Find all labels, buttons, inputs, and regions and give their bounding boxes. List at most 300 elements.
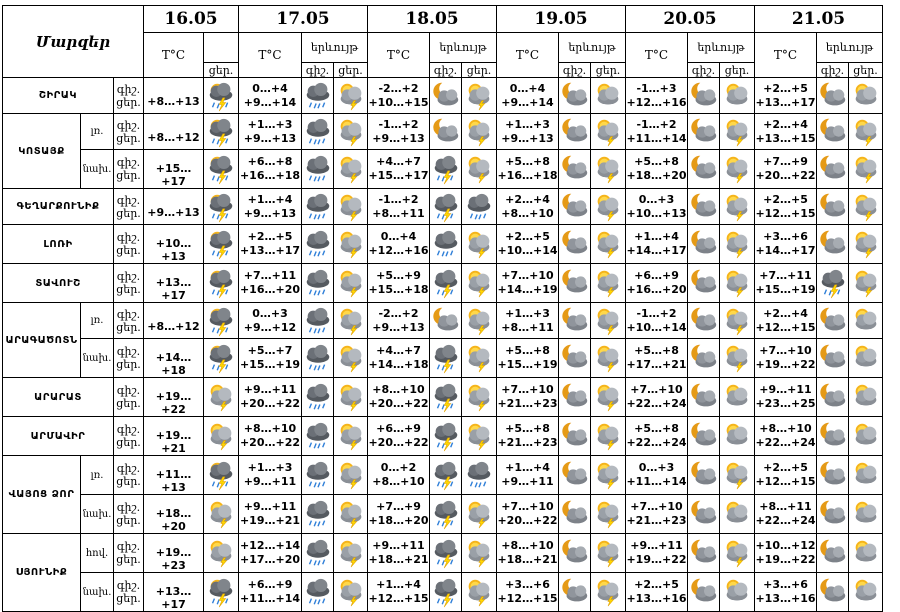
weather-icon-cell [302, 78, 334, 114]
day-temperature: +19…+21 [239, 514, 301, 527]
temperature-range [626, 264, 688, 303]
weather-icon-cell [720, 303, 755, 339]
weather-icon-cell [430, 189, 462, 225]
weather-icon-cell [849, 114, 883, 150]
partly-cloudy-storm-icon [464, 537, 494, 569]
storm-icon [206, 153, 236, 185]
moon-cloud-icon [560, 228, 590, 260]
night-temperature: +2…+5 [247, 230, 293, 243]
weather-icon-cell [430, 225, 462, 264]
partly-cloudy-storm-icon [722, 305, 752, 337]
weather-icon-cell [302, 534, 334, 573]
night-temperature: 0…+3 [638, 461, 675, 474]
cloud-storm-icon [431, 191, 461, 223]
night-temperature: +7…+10 [501, 383, 554, 396]
region-name: ԱՐՄԱՎԻՐ [3, 417, 114, 456]
night-temperature: +1…+3 [247, 461, 293, 474]
night-header: գիշ. [559, 63, 591, 78]
night-label: գիշ. [116, 156, 141, 169]
night-temperature: +8…+10 [759, 422, 812, 435]
temperature-range: +11…+13 [144, 456, 204, 495]
weather-icon-cell [849, 225, 883, 264]
sun-cloud-icon [851, 537, 881, 569]
weather-icon-cell [591, 417, 626, 456]
partly-cloudy-storm-icon [336, 420, 366, 452]
day-temperature: +20…+22 [368, 397, 429, 410]
sun-cloud-icon [851, 342, 881, 374]
day-temperature: +9…+14 [501, 95, 554, 109]
weather-icon-cell [849, 378, 883, 417]
weather-icon-cell [204, 114, 239, 150]
moon-cloud-icon [689, 305, 719, 337]
weather-icon-cell [559, 303, 591, 339]
night-temperature: +9…+11 [243, 383, 297, 396]
weather-icon-cell [430, 534, 462, 573]
table-row [3, 225, 883, 264]
time-of-day-label [114, 264, 144, 303]
partly-cloudy-storm-icon [593, 153, 623, 185]
temperature-range [497, 150, 559, 189]
region-name: ՍՅՈՒՆԻՔ [3, 534, 81, 612]
night-temperature: +8…+10 [243, 422, 297, 435]
temperature-range [497, 114, 559, 150]
day-label: ցեր. [116, 553, 141, 566]
weather-icon-cell [720, 264, 755, 303]
night-temperature: +4…+7 [376, 155, 421, 168]
table-row [3, 495, 883, 534]
day-temperature: +12…+15 [368, 592, 429, 605]
partly-cloudy-storm-icon [206, 498, 236, 530]
day-label: ցեր. [116, 592, 141, 605]
region-name: ԱՐԱԳԱԾՈՏՆ [3, 303, 81, 378]
moon-cloud-icon [560, 381, 590, 413]
time-of-day-label [114, 150, 144, 189]
moon-cloud-icon [431, 80, 461, 112]
temperature-range [755, 225, 817, 264]
night-temperature: +3…+6 [763, 578, 808, 591]
temperature-range [368, 573, 430, 612]
weather-icon-cell [334, 495, 368, 534]
night-temperature: +7…+10 [630, 500, 683, 513]
subregion-label: նախ. [81, 339, 114, 378]
temperature-range [626, 225, 688, 264]
temperature-range [239, 150, 302, 189]
day-temperature: +9…+12 [243, 320, 297, 334]
night-temperature: 0…+2 [380, 461, 417, 474]
temperature-range [626, 78, 688, 114]
temperature-range: +13…+17 [144, 573, 204, 612]
day-temperature: +18…+21 [368, 553, 429, 566]
day-header: ցեր. [720, 63, 755, 78]
storm-icon [206, 80, 236, 112]
weather-icon-cell [559, 417, 591, 456]
partly-cloudy-storm-icon [722, 267, 752, 299]
day-temperature: +15…+19 [239, 358, 301, 371]
cloud-rain-icon [303, 576, 333, 608]
time-of-day-label [114, 189, 144, 225]
partly-cloudy-storm-icon [851, 228, 881, 260]
weather-icon-cell [849, 573, 883, 612]
weather-icon-cell [334, 150, 368, 189]
weather-icon-cell [817, 534, 849, 573]
day-temperature: +10…+13 [626, 206, 687, 220]
storm-icon [206, 228, 236, 260]
temperature-range [368, 534, 430, 573]
day-temperature: +10…+15 [368, 95, 429, 109]
weather-icon-cell [817, 573, 849, 612]
night-temperature: +2…+5 [634, 578, 679, 591]
table-row [3, 378, 883, 417]
temperature-range: +14…+18 [144, 339, 204, 378]
temperature-range [239, 189, 302, 225]
weather-icon-cell [559, 225, 591, 264]
temp-header: T°C [144, 33, 204, 78]
partly-cloudy-storm-icon [336, 267, 366, 299]
moon-cloud-icon [689, 191, 719, 223]
temperature-range [626, 114, 688, 150]
day-temperature: +14…+19 [497, 283, 558, 296]
temperature-range [497, 225, 559, 264]
night-temperature: +5…+8 [505, 422, 550, 435]
temperature-range [368, 264, 430, 303]
weather-icon-cell [204, 495, 239, 534]
weather-icon-cell [334, 303, 368, 339]
cloud-rain-icon [464, 459, 494, 491]
partly-cloudy-storm-icon [336, 381, 366, 413]
weather-icon-cell [817, 264, 849, 303]
night-temperature: +5…+9 [376, 269, 421, 282]
temperature-range [626, 303, 688, 339]
weather-icon-cell [430, 114, 462, 150]
weather-icon-cell [720, 114, 755, 150]
weather-icon-cell [591, 495, 626, 534]
night-temperature: +2…+4 [505, 192, 550, 206]
day-temperature: +13…+16 [755, 592, 816, 605]
temperature-range: +9…+13 [144, 189, 204, 225]
time-of-day-label [114, 456, 144, 495]
night-temperature: +2…+5 [763, 461, 808, 474]
cloud-rain-icon [303, 191, 333, 223]
night-temperature: +1…+4 [634, 230, 679, 243]
partly-cloudy-storm-icon [593, 576, 623, 608]
partly-cloudy-storm-icon [206, 537, 236, 569]
cloud-storm-icon [431, 381, 461, 413]
day-header: ցեր. [462, 63, 497, 78]
weather-icon-cell [204, 303, 239, 339]
weather-icon-cell [688, 114, 720, 150]
weather-icon-cell [462, 534, 497, 573]
partly-cloudy-storm-icon [851, 116, 881, 148]
cloud-rain-icon [303, 267, 333, 299]
time-of-day-label [114, 417, 144, 456]
sun-cloud-icon [851, 498, 881, 530]
weather-icon-cell [849, 150, 883, 189]
weather-icon-cell [302, 339, 334, 378]
temp-header: T°C [239, 33, 302, 78]
table-row [3, 78, 883, 114]
weather-icon-cell [817, 339, 849, 378]
day-temperature: +11…+14 [626, 131, 687, 145]
day-temperature: +21…+23 [626, 514, 687, 527]
time-of-day-label [114, 573, 144, 612]
temperature-range [368, 495, 430, 534]
night-label: գիշ. [116, 307, 141, 321]
weather-icon-cell [849, 303, 883, 339]
sun-cloud-icon [851, 459, 881, 491]
time-of-day-label [114, 303, 144, 339]
day-label: ցեր. [116, 358, 141, 371]
weather-icon-cell [591, 78, 626, 114]
weather-icon-cell [204, 150, 239, 189]
weather-icon-cell [462, 573, 497, 612]
temperature-range [368, 114, 430, 150]
night-temperature: +1…+3 [247, 117, 293, 131]
weather-icon-cell [430, 339, 462, 378]
sun-cloud-icon [851, 381, 881, 413]
moon-cloud-icon [818, 191, 848, 223]
weather-icon-cell [204, 189, 239, 225]
subregion-label: նախ. [81, 573, 114, 612]
day-temperature: +12…+15 [755, 475, 816, 488]
storm-icon [206, 305, 236, 337]
cloud-rain-icon [303, 498, 333, 530]
weather-icon-cell [462, 114, 497, 150]
weather-icon-cell [591, 573, 626, 612]
weather-icon-cell [559, 495, 591, 534]
partly-cloudy-storm-icon [206, 381, 236, 413]
night-label: գիշ. [116, 118, 141, 132]
temperature-range [497, 189, 559, 225]
night-temperature: +5…+8 [505, 155, 550, 168]
partly-cloudy-storm-icon [722, 537, 752, 569]
day-temperature: +11…+14 [626, 475, 687, 488]
night-temperature: +9…+11 [759, 383, 812, 396]
partly-cloudy-storm-icon [722, 342, 752, 374]
weather-icon-cell [591, 189, 626, 225]
moon-cloud-icon [818, 537, 848, 569]
day-temperature: +18…+20 [626, 169, 687, 182]
partly-cloudy-storm-icon [593, 381, 623, 413]
night-label: գիշ. [116, 231, 141, 244]
day-temperature: +9…+11 [501, 475, 554, 488]
temperature-range [497, 573, 559, 612]
weather-icon-cell [302, 456, 334, 495]
moon-cloud-icon [818, 381, 848, 413]
day-temperature: +8…+11 [372, 206, 425, 220]
cloud-rain-icon [303, 459, 333, 491]
storm-icon [206, 576, 236, 608]
moon-cloud-icon [560, 342, 590, 374]
weather-icon-cell [591, 339, 626, 378]
weather-icon-cell [817, 114, 849, 150]
day-temperature: +8…+10 [501, 206, 554, 220]
night-temperature: +1…+4 [376, 578, 421, 591]
night-temperature: +6…+9 [247, 578, 293, 591]
day-temperature: +8…+11 [501, 320, 554, 334]
temperature-range [755, 573, 817, 612]
partly-cloudy-storm-icon [722, 191, 752, 223]
day-temperature: +13…+16 [626, 592, 687, 605]
weather-icon-cell [302, 114, 334, 150]
moon-cloud-icon [818, 116, 848, 148]
date-header: 19.05 [497, 6, 626, 33]
weather-icon-cell [204, 225, 239, 264]
night-temperature: +6…+9 [634, 269, 679, 282]
weather-icon-cell [204, 456, 239, 495]
weather-icon-cell [204, 339, 239, 378]
night-temperature: -1…+2 [378, 117, 419, 131]
weather-icon-cell [817, 378, 849, 417]
weather-icon-cell [430, 303, 462, 339]
cloud-rain-icon [303, 228, 333, 260]
phenomenon-header: երևույթ [302, 33, 368, 63]
day-temperature: +15…+19 [497, 358, 558, 371]
storm-icon [206, 342, 236, 374]
table-row [3, 339, 883, 378]
moon-cloud-icon [818, 459, 848, 491]
moon-cloud-icon [818, 342, 848, 374]
day-temperature: +18…+21 [497, 553, 558, 566]
moon-cloud-icon [560, 305, 590, 337]
day-temperature: +20…+22 [239, 436, 301, 449]
weather-icon-cell [817, 225, 849, 264]
day-temperature: +12…+16 [626, 95, 687, 109]
night-temperature: +5…+8 [634, 344, 679, 357]
night-label: գիշ. [116, 423, 141, 436]
night-temperature: +8…+11 [759, 500, 812, 513]
weather-icon-cell [204, 573, 239, 612]
time-of-day-label [114, 378, 144, 417]
night-temperature: 0…+4 [380, 230, 417, 243]
weather-icon-cell [334, 225, 368, 264]
partly-cloudy-storm-icon [464, 267, 494, 299]
temperature-range [239, 264, 302, 303]
night-temperature: +1…+3 [505, 117, 550, 131]
moon-cloud-icon [560, 191, 590, 223]
day-temperature: +17…+20 [239, 553, 301, 566]
weather-icon-cell [559, 114, 591, 150]
weather-icon-cell [334, 114, 368, 150]
weather-icon-cell [204, 78, 239, 114]
day-temperature: +22…+24 [755, 514, 816, 527]
weather-icon-cell [204, 417, 239, 456]
partly-cloudy-storm-icon [464, 153, 494, 185]
partly-cloudy-storm-icon [722, 459, 752, 491]
night-temperature: +4…+7 [376, 344, 421, 357]
night-temperature: +5…+8 [634, 155, 679, 168]
moon-cloud-icon [689, 420, 719, 452]
temperature-range: +18…+20 [144, 495, 204, 534]
partly-cloudy-storm-icon [593, 420, 623, 452]
night-temperature: +2…+5 [505, 230, 550, 243]
moon-cloud-icon [689, 80, 719, 112]
partly-cloudy-storm-icon [206, 420, 236, 452]
temperature-range [626, 339, 688, 378]
night-label: գիշ. [116, 82, 141, 96]
moon-cloud-icon [818, 576, 848, 608]
moon-cloud-icon [818, 228, 848, 260]
day-label: ցեր. [116, 206, 141, 220]
partly-cloudy-storm-icon [464, 305, 494, 337]
table-row [3, 573, 883, 612]
partly-cloudy-storm-icon [336, 459, 366, 491]
moon-cloud-icon [560, 153, 590, 185]
weather-icon-cell [591, 225, 626, 264]
sun-cloud-icon [851, 576, 881, 608]
moon-cloud-icon [431, 116, 461, 148]
partly-cloudy-storm-icon [336, 191, 366, 223]
temperature-range [497, 303, 559, 339]
day-temperature: +16…+18 [239, 169, 301, 182]
day-temperature: +22…+24 [755, 436, 816, 449]
partly-cloudy-storm-icon [336, 228, 366, 260]
weather-icon-cell [462, 339, 497, 378]
day-temperature: +15…+17 [368, 169, 429, 182]
partly-cloudy-storm-icon [336, 498, 366, 530]
temperature-range [368, 339, 430, 378]
weather-icon-cell [334, 189, 368, 225]
day-temperature: +17…+21 [626, 358, 687, 371]
region-name: ԿՈՏԱՅՔ [3, 114, 81, 189]
day-temperature: +12…+16 [368, 244, 429, 257]
temperature-range [497, 495, 559, 534]
partly-cloudy-storm-icon [336, 305, 366, 337]
weather-icon-cell [462, 303, 497, 339]
region-name: ՇԻՐԱԿ [3, 78, 114, 114]
weather-icon-cell [849, 417, 883, 456]
temperature-range [239, 114, 302, 150]
weather-icon-cell [817, 456, 849, 495]
temperature-range [239, 378, 302, 417]
day-temperature: +20…+22 [239, 397, 301, 410]
night-temperature: +2…+4 [763, 306, 808, 320]
subregion-label: լռ. [81, 303, 114, 339]
table-row [3, 303, 883, 339]
night-temperature: +6…+8 [247, 155, 293, 168]
phenomenon-header: երևույթ [817, 33, 883, 63]
day-temperature: +19…+22 [626, 553, 687, 566]
cloud-rain-icon [303, 116, 333, 148]
partly-cloudy-storm-icon [593, 116, 623, 148]
weather-icon-cell [430, 264, 462, 303]
temperature-range [755, 78, 817, 114]
partly-cloudy-storm-icon [722, 153, 752, 185]
day-temperature: +13…+17 [239, 244, 301, 257]
cloud-storm-icon [431, 342, 461, 374]
weather-icon-cell [817, 495, 849, 534]
weather-icon-cell [430, 456, 462, 495]
cloud-rain-icon [303, 381, 333, 413]
temperature-range [368, 456, 430, 495]
weather-icon-cell [720, 150, 755, 189]
temperature-range: +19…+22 [144, 378, 204, 417]
sun-cloud-icon [722, 498, 752, 530]
day-header: ցեր. [334, 63, 368, 78]
partly-cloudy-storm-icon [336, 116, 366, 148]
weather-icon-cell [430, 150, 462, 189]
temperature-range [239, 495, 302, 534]
night-header: գիշ. [302, 63, 334, 78]
night-temperature: -1…+2 [378, 192, 419, 206]
weather-icon-cell [817, 417, 849, 456]
temperature-range: +13…+17 [144, 264, 204, 303]
night-temperature: +7…+10 [501, 269, 554, 282]
weather-icon-cell [849, 189, 883, 225]
night-temperature: -2…+2 [378, 306, 419, 320]
night-temperature: +7…+10 [630, 383, 683, 396]
night-temperature: 0…+3 [638, 192, 675, 206]
night-temperature: +5…+8 [634, 422, 679, 435]
